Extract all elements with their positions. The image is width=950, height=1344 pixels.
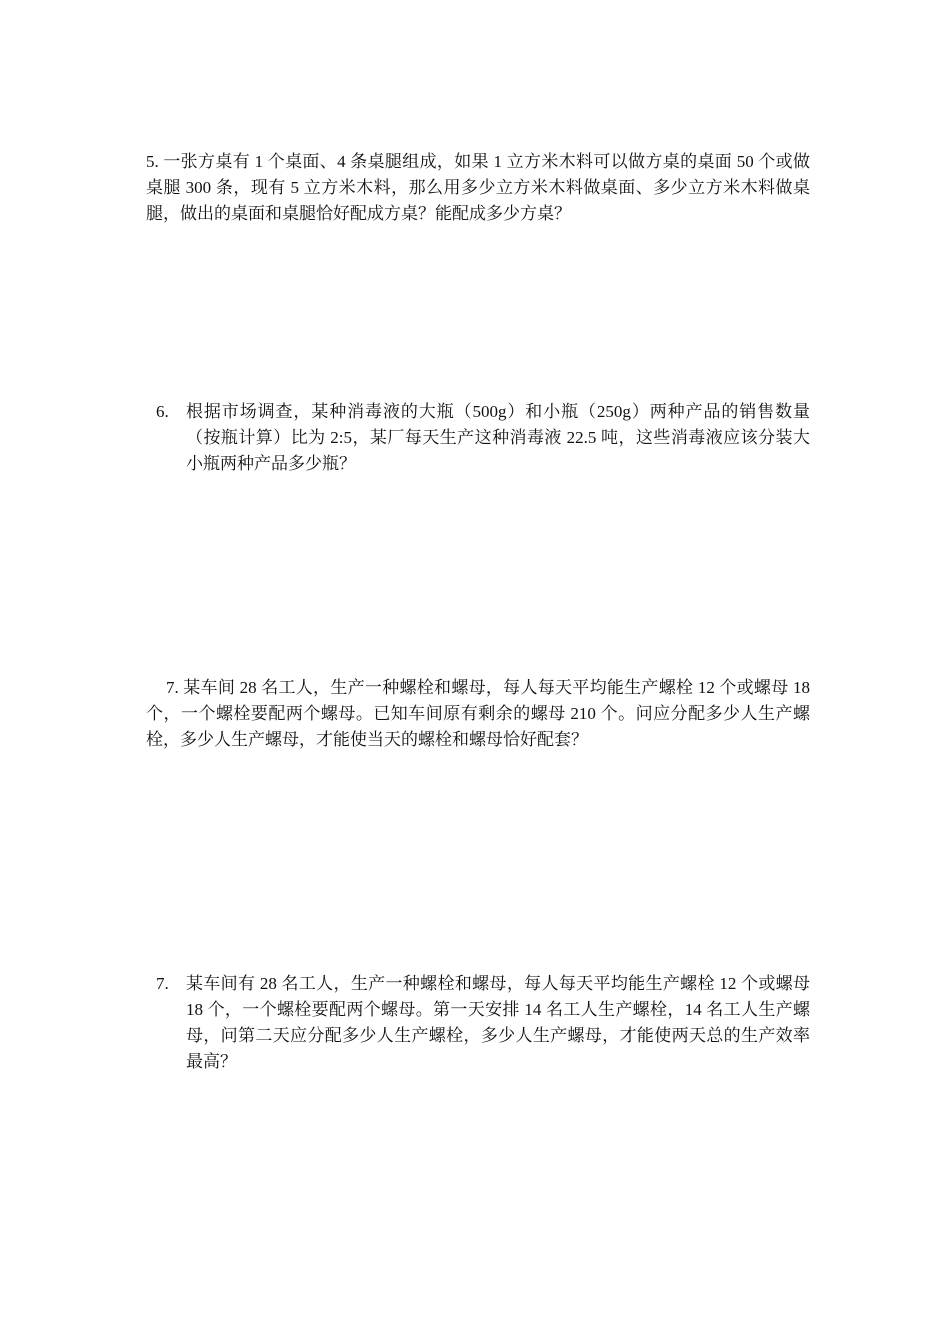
problem-text: 某车间 28 名工人，生产一种螺栓和螺母，每人每天平均能生产螺栓 12 个或螺母 18 个，一个螺栓要配两个螺母。已知车间原有剩余的螺母 210 个。问应分配多少人生产螺栓，多少人生产螺母，才能使当天的螺栓和螺母恰好配套？ [146,678,811,749]
problem-text: 根据市场调查，某种消毒液的大瓶（500g）和小瓶（250g）两种产品的销售数量（按瓶计算）比为 2:5，某厂每天生产这种消毒液 22.5 吨，这些消毒液应该分装大小瓶两种产品多少瓶？ [186,402,810,473]
problem-6 [156,399,810,477]
problem-5 [146,149,810,227]
problem-number: 7. [166,678,179,697]
problem-number: 7. [156,974,169,993]
problem-text: 一张方桌有 1 个桌面、4 条桌腿组成，如果 1 立方米木料可以做方桌的桌面 50 个或做桌腿 300 条，现有 5 立方米木料，那么用多少立方米木料做桌面、多少立方米木料做桌腿，做出的桌面和桌腿恰好配成方桌？能配成多少方桌？ [146,152,810,223]
problem-7-second [156,971,810,1075]
problem-7-first [146,675,810,753]
problem-number: 5. [146,152,159,171]
problem-number: 6. [156,402,169,421]
problem-text: 某车间有 28 名工人，生产一种螺栓和螺母，每人每天平均能生产螺栓 12 个或螺母 18 个，一个螺栓要配两个螺母。第一天安排 14 名工人生产螺栓，14 名工人生产螺母，问第二天应分配多少人生产螺栓，多少人生产螺母，才能使两天总的生产效率最高？ [186,974,810,1071]
